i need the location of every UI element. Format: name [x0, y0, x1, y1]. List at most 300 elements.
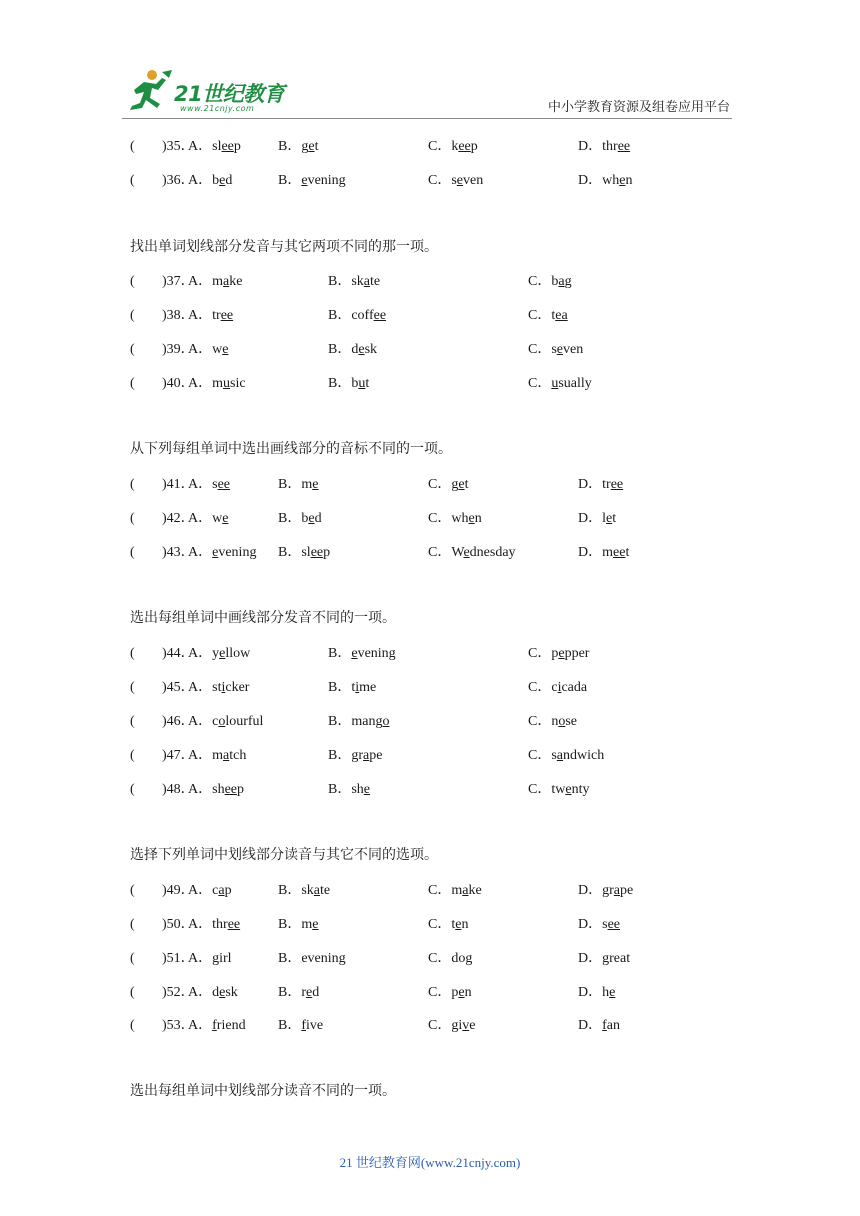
logo-text: 21世纪教育: [174, 82, 285, 106]
answer-blank[interactable]: (: [130, 342, 135, 357]
section-instruction: 选出每组单词中画线部分发音不同的一项。: [130, 611, 396, 626]
word-prefix: sk: [351, 274, 364, 289]
word-suffix: te: [320, 883, 331, 898]
answer-option: [188, 712, 263, 732]
underlined-letters: u: [551, 376, 559, 391]
word-suffix: tch: [229, 748, 247, 763]
word-prefix: p: [451, 985, 459, 1000]
underlined-letters: i: [221, 680, 226, 695]
answer-blank[interactable]: (: [130, 714, 135, 729]
answer-blank[interactable]: (: [130, 545, 135, 560]
option-letter: A．: [188, 782, 213, 797]
option-letter: B．: [278, 477, 302, 492]
underlined-letters: ee: [607, 917, 621, 932]
answer-option: [188, 983, 238, 1003]
question-number: )48．: [162, 782, 195, 797]
underlined-letters: e: [565, 782, 572, 797]
underlined-letters: e: [358, 342, 365, 357]
word-suffix: pe: [369, 748, 383, 763]
underlined-letters: ee: [224, 782, 238, 797]
underlined-letters: e: [219, 173, 226, 188]
question-number: )44．: [162, 646, 195, 661]
option-letter: A．: [188, 1018, 213, 1033]
answer-option: [188, 509, 228, 529]
underlined-letters: e: [455, 917, 462, 932]
word-prefix: y: [212, 646, 220, 661]
word-suffix: p: [470, 139, 478, 154]
option-letter: A．: [188, 985, 213, 1000]
word-suffix: pper: [564, 646, 590, 661]
answer-option: [528, 746, 604, 766]
option-letter: B．: [328, 274, 352, 289]
option-letter: A．: [188, 680, 213, 695]
answer-option: [528, 678, 587, 698]
question-number: )41．: [162, 477, 195, 492]
option-letter: C．: [428, 511, 452, 526]
word-suffix: me: [359, 680, 377, 695]
underlined-letters: e: [458, 477, 465, 492]
option-letter: B．: [328, 376, 352, 391]
answer-option: [188, 678, 249, 698]
underlined-letters: e: [306, 985, 313, 1000]
answer-blank[interactable]: (: [130, 274, 135, 289]
word-prefix: k: [451, 139, 459, 154]
option-letter: D．: [578, 985, 603, 1000]
answer-option: [528, 644, 589, 664]
option-letter: A．: [188, 274, 213, 289]
option-letter: A．: [188, 308, 213, 323]
option-letter: D．: [578, 173, 603, 188]
answer-option: [328, 340, 377, 360]
word-prefix: s: [551, 748, 557, 763]
word-suffix: an: [606, 1018, 621, 1033]
answer-option: [328, 780, 370, 800]
word-suffix: n: [474, 511, 482, 526]
answer-option: [188, 644, 250, 664]
word-suffix: p: [224, 883, 232, 898]
word-suffix: ndwich: [563, 748, 605, 763]
answer-option: [188, 374, 246, 394]
word-suffix: p: [237, 782, 245, 797]
answer-option: [528, 340, 583, 360]
answer-blank[interactable]: (: [130, 308, 135, 323]
option-letter: C．: [428, 1018, 452, 1033]
word-prefix: w: [212, 342, 223, 357]
underlined-letters: ea: [555, 308, 568, 323]
word-suffix: pe: [620, 883, 634, 898]
question-number: )39．: [162, 342, 195, 357]
word-suffix: irl: [219, 951, 232, 966]
option-letter: C．: [528, 646, 552, 661]
answer-blank[interactable]: (: [130, 985, 135, 1000]
underlined-letters: o: [382, 714, 390, 729]
answer-option: [188, 915, 240, 935]
word-suffix: p: [323, 545, 331, 560]
option-letter: C．: [528, 274, 552, 289]
answer-option: [188, 881, 232, 901]
answer-option: [428, 137, 478, 157]
question-number: )37．: [162, 274, 195, 289]
option-letter: A．: [188, 883, 213, 898]
word-suffix: ke: [468, 883, 482, 898]
answer-option: [188, 780, 244, 800]
option-letter: B．: [328, 646, 352, 661]
word-suffix: se: [565, 714, 578, 729]
word-suffix: ive: [306, 1018, 324, 1033]
answer-option: [428, 475, 468, 495]
underlined-letters: e: [351, 646, 358, 661]
runner-icon: [122, 68, 174, 114]
word-prefix: t: [451, 917, 456, 932]
word-suffix: n: [464, 985, 472, 1000]
word-prefix: sh: [351, 782, 364, 797]
word-suffix: te: [370, 274, 381, 289]
word-prefix: b: [551, 274, 559, 289]
underlined-letters: ee: [617, 139, 631, 154]
underlined-letters: a: [558, 274, 565, 289]
option-letter: A．: [188, 917, 213, 932]
word-prefix: do: [451, 951, 466, 966]
option-letter: D．: [578, 951, 603, 966]
option-letter: B．: [328, 342, 352, 357]
option-letter: C．: [528, 680, 552, 695]
word-prefix: r: [301, 985, 307, 1000]
option-letter: B．: [278, 917, 302, 932]
word-prefix: b: [301, 511, 309, 526]
word-prefix: g: [301, 139, 309, 154]
word-prefix: t: [551, 308, 556, 323]
question-number: )43．: [162, 545, 195, 560]
word-suffix: cada: [561, 680, 588, 695]
answer-blank[interactable]: (: [130, 477, 135, 492]
answer-blank[interactable]: (: [130, 951, 135, 966]
underlined-letters: e: [301, 173, 308, 188]
answer-option: [428, 543, 516, 563]
option-letter: B．: [278, 511, 302, 526]
option-letter: B．: [278, 173, 302, 188]
word-prefix: c: [212, 883, 219, 898]
underlined-letters: a: [363, 274, 371, 289]
option-letter: A．: [188, 376, 213, 391]
option-letter: A．: [188, 173, 213, 188]
option-letter: C．: [528, 782, 552, 797]
answer-option: [528, 780, 589, 800]
answer-option: [278, 509, 322, 529]
option-letter: D．: [578, 545, 603, 560]
underlined-letters: f: [301, 1018, 307, 1033]
answer-option: [428, 881, 482, 901]
answer-blank[interactable]: (: [130, 646, 135, 661]
option-letter: A．: [188, 477, 213, 492]
answer-option: [528, 306, 568, 326]
word-suffix: ven: [463, 173, 484, 188]
page-header: [0, 0, 860, 120]
option-letter: B．: [278, 883, 302, 898]
word-prefix: n: [551, 714, 559, 729]
underlined-letters: ee: [610, 477, 624, 492]
answer-option: [188, 949, 232, 969]
underlined-letters: g: [602, 951, 610, 966]
underlined-letters: e: [219, 646, 226, 661]
option-letter: B．: [328, 782, 352, 797]
word-suffix: llow: [225, 646, 251, 661]
option-letter: C．: [428, 951, 452, 966]
option-letter: B．: [328, 714, 352, 729]
word-prefix: m: [301, 477, 313, 492]
word-suffix: t: [365, 376, 370, 391]
option-letter: C．: [528, 714, 552, 729]
word-prefix: gr: [602, 883, 614, 898]
option-letter: D．: [578, 511, 603, 526]
underlined-letters: e: [308, 139, 315, 154]
word-prefix: mang: [351, 714, 383, 729]
underlined-letters: v: [462, 1018, 470, 1033]
word-prefix: s: [212, 477, 218, 492]
answer-option: [328, 678, 376, 698]
word-prefix: tr: [212, 308, 221, 323]
option-letter: C．: [428, 917, 452, 932]
answer-option: [578, 543, 629, 563]
word-prefix: h: [602, 985, 610, 1000]
word-prefix: g: [451, 477, 459, 492]
answer-blank[interactable]: (: [130, 917, 135, 932]
option-letter: C．: [428, 545, 452, 560]
word-prefix: m: [602, 545, 614, 560]
question-number: )35．: [162, 139, 195, 154]
word-prefix: d: [212, 985, 220, 1000]
answer-option: [578, 171, 632, 191]
word-prefix: s: [551, 342, 557, 357]
word-prefix: sh: [212, 782, 225, 797]
underlined-letters: e: [463, 545, 470, 560]
word-suffix: n: [625, 173, 633, 188]
answer-option: [578, 949, 630, 969]
word-prefix: wh: [451, 511, 469, 526]
underlined-letters: ee: [373, 308, 387, 323]
word-prefix: tr: [602, 477, 611, 492]
section-instruction: 找出单词划线部分发音与其它两项不同的那一项。: [130, 240, 438, 255]
option-letter: C．: [428, 139, 452, 154]
underlined-letters: e: [556, 342, 564, 357]
answer-option: [188, 475, 230, 495]
option-letter: D．: [578, 883, 603, 898]
answer-option: [578, 915, 620, 935]
underlined-letters: g: [338, 951, 346, 966]
question-number: )53．: [162, 1018, 195, 1033]
underlined-letters: a: [218, 883, 225, 898]
answer-option: [528, 272, 572, 292]
answer-option: [328, 644, 396, 664]
option-letter: A．: [188, 511, 213, 526]
word-prefix: W: [451, 545, 464, 560]
word-suffix: d: [225, 173, 233, 188]
underlined-letters: e: [456, 173, 464, 188]
underlined-letters: i: [355, 680, 360, 695]
option-letter: A．: [188, 646, 213, 661]
underlined-letters: f: [212, 1018, 217, 1033]
answer-option: [278, 949, 346, 969]
word-prefix: m: [212, 274, 224, 289]
word-prefix: gr: [351, 748, 364, 763]
option-letter: B．: [278, 985, 302, 1000]
word-suffix: dnesday: [469, 545, 516, 560]
underlined-letters: a: [613, 883, 621, 898]
word-suffix: vening: [307, 173, 346, 188]
answer-option: [578, 475, 623, 495]
word-suffix: vening: [357, 646, 396, 661]
option-letter: D．: [578, 139, 603, 154]
option-letter: C．: [528, 308, 552, 323]
underlined-letters: ee: [613, 545, 626, 560]
answer-option: [328, 374, 369, 394]
underlined-letters: e: [222, 511, 229, 526]
word-prefix: thr: [212, 917, 228, 932]
underlined-letters: a: [363, 748, 370, 763]
underlined-letters: ee: [220, 308, 234, 323]
answer-option: [188, 306, 233, 326]
word-suffix: t: [314, 139, 319, 154]
answer-option: [278, 881, 330, 901]
word-suffix: p: [233, 139, 241, 154]
word-prefix: m: [301, 917, 313, 932]
word-prefix: m: [212, 376, 224, 391]
answer-option: [578, 509, 616, 529]
answer-option: [528, 712, 577, 732]
underlined-letters: u: [358, 376, 366, 391]
underlined-letters: e: [558, 646, 565, 661]
underlined-letters: a: [556, 748, 564, 763]
answer-option: [278, 1016, 323, 1036]
answer-option: [578, 137, 630, 157]
answer-blank[interactable]: (: [130, 883, 135, 898]
answer-option: [428, 509, 482, 529]
underlined-letters: g: [465, 951, 473, 966]
underlined-letters: a: [223, 274, 230, 289]
word-prefix: s: [602, 917, 608, 932]
word-prefix: coff: [351, 308, 374, 323]
word-prefix: b: [351, 376, 359, 391]
word-prefix: sk: [301, 883, 314, 898]
answer-blank[interactable]: (: [130, 680, 135, 695]
option-letter: B．: [328, 748, 352, 763]
answer-option: [428, 171, 483, 191]
underlined-letters: e: [458, 985, 465, 1000]
word-suffix: t: [612, 511, 617, 526]
underlined-letters: ee: [227, 917, 241, 932]
underlined-letters: a: [313, 883, 321, 898]
underlined-letters: e: [468, 511, 475, 526]
answer-option: [428, 915, 468, 935]
option-letter: C．: [528, 748, 552, 763]
word-prefix: thr: [602, 139, 618, 154]
answer-option: [188, 171, 232, 191]
word-prefix: c: [212, 714, 219, 729]
section-instruction: 从下列每组单词中选出画线部分的音标不同的一项。: [130, 442, 452, 457]
word-prefix: l: [602, 511, 607, 526]
question-number: )52．: [162, 985, 195, 1000]
underlined-letters: ee: [458, 139, 471, 154]
option-letter: A．: [188, 951, 213, 966]
site-logo: [122, 66, 292, 118]
word-prefix: gi: [451, 1018, 463, 1033]
word-suffix: g: [564, 274, 572, 289]
word-prefix: s: [451, 173, 457, 188]
answer-option: [278, 543, 330, 563]
question-number: )46．: [162, 714, 195, 729]
header-divider: [122, 118, 732, 119]
underlined-letters: e: [219, 985, 226, 1000]
word-suffix: n: [461, 917, 469, 932]
word-prefix: sl: [212, 139, 222, 154]
underlined-letters: o: [558, 714, 566, 729]
word-prefix: st: [212, 680, 222, 695]
question-number: )40．: [162, 376, 195, 391]
answer-option: [328, 272, 380, 292]
question-number: )38．: [162, 308, 195, 323]
option-letter: C．: [428, 883, 452, 898]
option-letter: A．: [188, 545, 213, 560]
answer-option: [278, 137, 318, 157]
underlined-letters: u: [223, 376, 231, 391]
question-number: )42．: [162, 511, 195, 526]
underlined-letters: e: [212, 545, 219, 560]
page-footer: 21 世纪教育网(www.21cnjy.com): [339, 1155, 521, 1170]
answer-blank[interactable]: (: [130, 376, 135, 391]
underlined-letters: e: [619, 173, 626, 188]
word-suffix: sually: [558, 376, 592, 391]
answer-option: [328, 746, 382, 766]
underlined-letters: f: [602, 1018, 607, 1033]
answer-option: [188, 1016, 246, 1036]
word-suffix: d: [312, 985, 320, 1000]
answer-option: [278, 171, 346, 191]
answer-option: [188, 340, 228, 360]
answer-blank[interactable]: (: [130, 139, 135, 154]
option-letter: B．: [278, 1018, 302, 1033]
word-suffix: t: [625, 545, 630, 560]
word-suffix: t: [464, 477, 469, 492]
underlined-letters: i: [557, 680, 562, 695]
question-number: )45．: [162, 680, 195, 695]
answer-blank[interactable]: (: [130, 782, 135, 797]
option-letter: D．: [578, 917, 603, 932]
answer-blank[interactable]: (: [130, 173, 135, 188]
word-prefix: d: [351, 342, 359, 357]
answer-blank[interactable]: (: [130, 1018, 135, 1033]
option-letter: C．: [528, 376, 552, 391]
question-number: )47．: [162, 748, 195, 763]
word-suffix: ke: [229, 274, 243, 289]
word-prefix: m: [451, 883, 463, 898]
option-letter: C．: [528, 342, 552, 357]
underlined-letters: g: [212, 951, 220, 966]
answer-blank[interactable]: (: [130, 511, 135, 526]
answer-blank[interactable]: (: [130, 748, 135, 763]
word-prefix: w: [212, 511, 223, 526]
underlined-letters: e: [609, 985, 616, 1000]
option-letter: D．: [578, 1018, 603, 1033]
answer-option: [328, 306, 386, 326]
underlined-letters: o: [218, 714, 226, 729]
word-suffix: nty: [571, 782, 590, 797]
underlined-letters: e: [606, 511, 613, 526]
word-suffix: riend: [216, 1018, 246, 1033]
underlined-letters: ee: [221, 139, 234, 154]
word-suffix: vening: [218, 545, 257, 560]
answer-option: [428, 1016, 475, 1036]
word-suffix: sk: [364, 342, 378, 357]
underlined-letters: a: [223, 748, 230, 763]
